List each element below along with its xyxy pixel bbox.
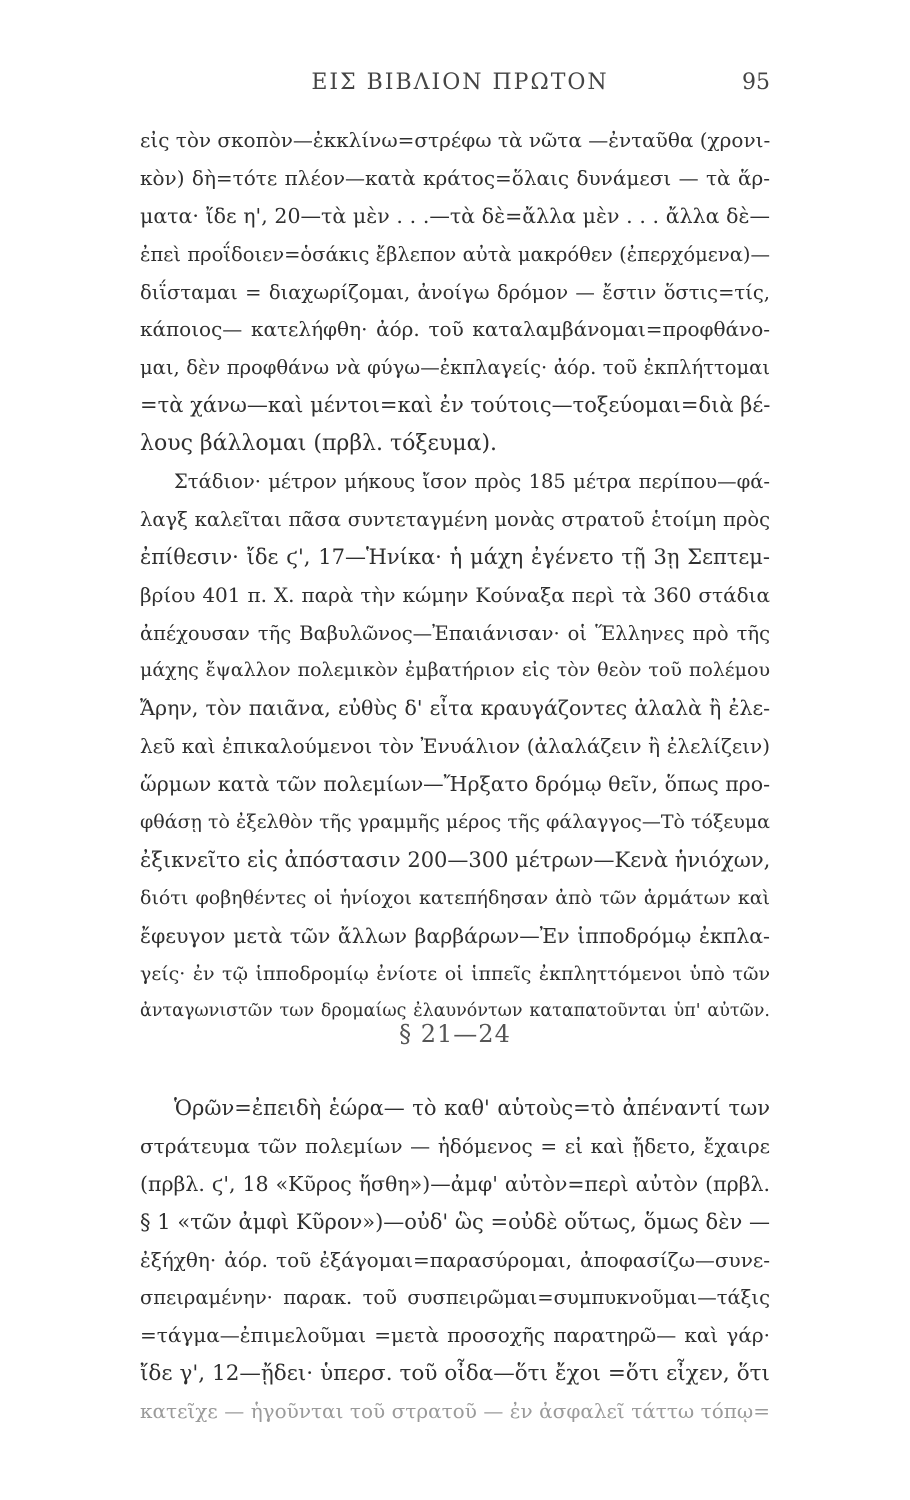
text-line: λους βάλλομαι (πρβλ. τόξευμα).	[140, 431, 498, 457]
running-title: ΕΙΣ ΒΙΒΛΙΟΝ ΠΡΩΤΟΝ	[311, 70, 609, 95]
text-line: μάχης ἔψαλλον πολεμικὸν ἐμβατήριον εἰς τὸν θεὸν τοῦ πολέμου	[140, 659, 770, 682]
text-line: ἐπίθεσιν· ἴδε ϛ', 17—Ἡνίκα· ἡ μάχη ἐγένετο τῇ 3ῃ Σεπτεμ-	[140, 544, 770, 569]
text-line: γείς· ἐν τῷ ἱπποδρομίῳ ἐνίοτε οἱ ἱππεῖς ἐκπληττόμενοι ὑπὸ τῶν	[140, 962, 770, 985]
section-heading: § 21—24	[399, 1020, 511, 1048]
text-line: εἰς τὸν σκοπὸν—ἐκκλίνω=στρέφω τὰ νῶτα —ἐνταῦθα (χρονι-	[140, 128, 770, 152]
text-line: φθάσῃ τὸ ἐξελθὸν τῆς γραμμῆς μέρος τῆς φάλαγγος—Τὸ τόξευμα	[140, 811, 770, 834]
text-line: § 1 «τῶν ἀμφὶ Κῦρον»)—οὐδ' ὣς =οὐδὲ οὕτως, ὅμως δὲν —	[140, 1209, 770, 1234]
text-line: ἐξικνεῖτο εἰς ἀπόστασιν 200—300 μέτρων—Κενὰ ἡνιόχων,	[140, 847, 770, 872]
text-line: στράτευμα τῶν πολεμίων — ἡδόμενος = εἰ καὶ ᾔδετο, ἔχαιρε	[140, 1133, 770, 1158]
text-line: ὥρμων κατὰ τῶν πολεμίων—Ἤρξατο δρόμῳ θεῖν, ὅπως προ-	[140, 772, 770, 797]
text-line: διότι φοβηθέντες οἱ ἡνίοχοι κατεπήδησαν ἀπὸ τῶν ἁρμάτων καὶ	[140, 886, 770, 909]
text-line: ἀνταγωνιστῶν των δρομαίως ἐλαυνόντων καταπατοῦνται ὑπ' αὐτῶν.	[140, 1001, 770, 1022]
text-line: λαγξ καλεῖται πᾶσα συντεταγμένη μονὰς στρατοῦ ἑτοίμη πρὸς	[140, 507, 770, 531]
text-line: ἴδε γ', 12—ᾔδει· ὑπερσ. τοῦ οἶδα—ὅτι ἔχοι =ὅτι εἶχεν, ὅτι	[140, 1361, 770, 1387]
text-line: Ὁρῶν=ἐπειδὴ ἑώρα— τὸ καθ' αὑτοὺς=τὸ ἀπέναντί των	[174, 1096, 770, 1120]
text-line: ἔφευγον μετὰ τῶν ἄλλων βαρβάρων—Ἐν ἱπποδρόμῳ ἐκπλα-	[140, 923, 770, 948]
text-line: διΐσταμαι = διαχωρίζομαι, ἀνοίγω δρόμον — ἔστιν ὅστις=τίς,	[140, 280, 770, 304]
text-line: =τὰ χάνω—καὶ μέντοι=καὶ ἐν τούτοις—τοξεύομαι=διὰ βέ-	[140, 393, 770, 418]
text-line: ἐπεὶ προΐδοιεν=ὁσάκις ἔβλεπον αὐτὰ μακρόθεν (ἐπερχόμενα)—	[140, 242, 770, 266]
text-line: ματα· ἴδε η', 20—τὰ μὲν . . .—τὰ δὲ=ἄλλα μὲν . . . ἄλλα δὲ—	[140, 203, 770, 228]
text-line: λεῦ καὶ ἐπικαλούμενοι τὸν Ἐνυάλιον (ἀλαλάζειν ἢ ἐλελίζειν)	[140, 734, 770, 759]
text-line: Στάδιον· μέτρον μήκους ἴσον πρὸς 185 μέτρα περίπου—φά-	[174, 470, 770, 494]
text-line: (πρβλ. ϛ', 18 «Κῦρος ἥσθη»)—ἀμφ' αὐτὸν=περὶ αὐτὸν (πρβλ.	[140, 1171, 770, 1196]
text-line: =τάγμα—ἐπιμελοῦμαι =μετὰ προσοχῆς παρατηρῶ— καὶ γάρ·	[140, 1323, 770, 1348]
commentary-text-block-2	[140, 1090, 770, 1431]
text-line: μαι, δὲν προφθάνω νὰ φύγω—ἐκπλαγείς· ἀόρ. τοῦ ἐκπλήττομαι	[140, 356, 770, 380]
text-line: βρίου 401 π. Χ. παρὰ τὴν κώμην Κούναξα περὶ τὰ 360 στάδια	[140, 582, 770, 607]
text-line: κὸν) δὴ=τότε πλέον—κατὰ κράτος=ὅλαις δυνάμεσι — τὰ ἅρ-	[140, 165, 770, 190]
text-line: ἐξήχθη· ἀόρ. τοῦ ἐξάγομαι=παρασύρομαι, ἀποφασίζω—συνε-	[140, 1247, 770, 1272]
text-line: σπειραμένην· παρακ. τοῦ συσπειρῶμαι=συμπυκνοῦμαι—τάξις	[140, 1286, 770, 1310]
page-number: 95	[742, 70, 770, 95]
text-line: Ἄρην, τὸν παιᾶνα, εὐθὺς δ' εἶτα κραυγάζοντες ἀλαλὰ ἢ ἐλε-	[140, 696, 770, 721]
text-line: κάποιος— κατελήφθη· ἀόρ. τοῦ καταλαμβάνομαι=προφθάνο-	[140, 317, 770, 342]
text-line: ἀπέχουσαν τῆς Βαβυλῶνος—Ἐπαιάνισαν· οἱ Ἕλληνες πρὸ τῆς	[140, 621, 770, 645]
text-line: κατεῖχε — ἡγοῦνται τοῦ στρατοῦ — ἐν ἀσφαλεῖ τάττω τόπῳ=	[140, 1399, 770, 1424]
commentary-text-block-1	[140, 122, 770, 1031]
